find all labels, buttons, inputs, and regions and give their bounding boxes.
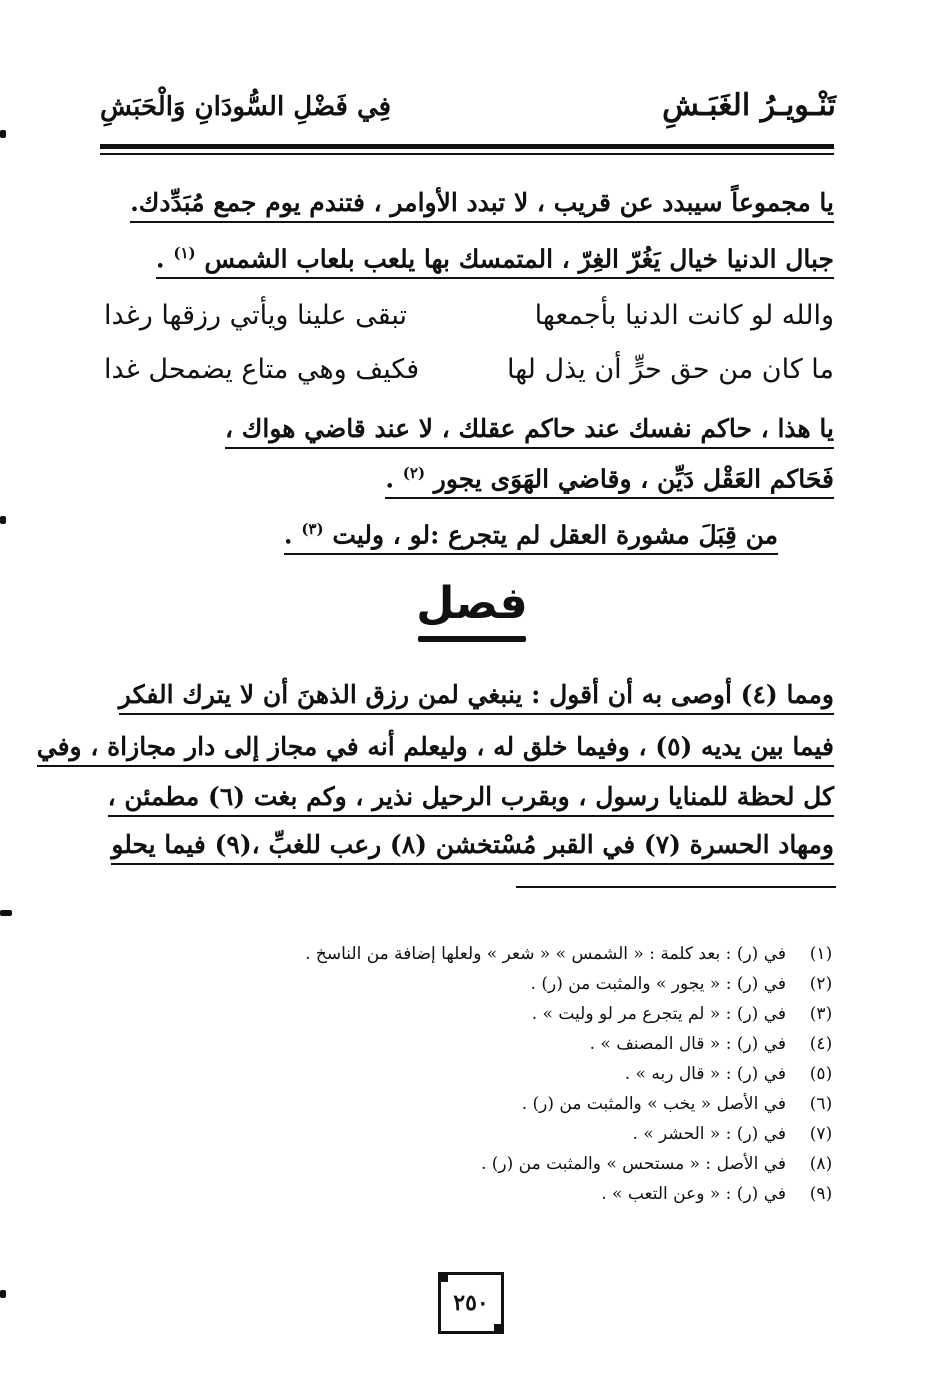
running-header	[100, 88, 836, 134]
line-end-mark: .	[155, 244, 165, 274]
text-line-6	[385, 464, 834, 499]
section-heading-underline	[418, 636, 526, 642]
book-subtitle: فِي فَضْلِ السُّودَانِ وَالْحَبَشِ	[100, 92, 392, 122]
footnote-number: (٨)	[809, 1154, 833, 1174]
scan-edge-mark	[0, 516, 6, 524]
footnote-text: في (ر) : بعد كلمة : « الشمس » « شعر » ولعلها إضافة من الناسخ .	[305, 944, 786, 964]
text-line-6-content: فَحَاكم العَقْل دَيِّن ، وقاضي الهَوَى يجور	[433, 464, 834, 494]
text-line-5	[225, 414, 834, 449]
scan-edge-mark	[0, 130, 6, 138]
footnote-number: (١)	[809, 944, 833, 964]
footnote-text: في (ر) : « الحشر » .	[632, 1124, 786, 1144]
footnote-number: (٩)	[809, 1184, 833, 1204]
footnote-ref-2: (٢)	[402, 464, 426, 482]
scan-edge-mark	[0, 910, 12, 916]
footnote-text: في الأصل : « مستحس » والمثبت من (ر) .	[480, 1154, 786, 1174]
footnote-number: (٤)	[809, 1034, 833, 1054]
paragraph-2-line-2-content: فيما بين يديه (٥) ، وفيما خلق له ، وليعلم أنه في مجاز إلى دار مجازاة ، وفي	[36, 732, 834, 761]
footnote-number: (٢)	[809, 974, 833, 994]
footnote-number: (٧)	[809, 1124, 833, 1144]
footnote-number: (٦)	[809, 1094, 833, 1114]
footnote-text: في (ر) : « قال ربه » .	[624, 1064, 786, 1084]
text-line-5-content: يا هذا ، حاكم نفسك عند حاكم عقلك ، لا عند قاضي هواك ،	[225, 414, 834, 443]
header-rule-thin	[100, 153, 834, 155]
footnote-text: في (ر) : « قال المصنف » .	[589, 1034, 786, 1054]
book-title: تَنْـويـرُ الغَبَـشِ	[662, 88, 836, 123]
paragraph-2-line-3-content: كل لحظة للمنايا رسول ، وبقرب الرحيل نذير ، وكم بغت (٦) مطمئن ،	[107, 782, 834, 811]
paragraph-2-line-4-content: ومهاد الحسرة (٧) في القبر مُسْتخشن (٨) رعب للغبِّ ،(٩) فيما يحلو	[111, 830, 834, 859]
text-line-1	[130, 188, 834, 223]
paragraph-2-line-1	[119, 680, 834, 715]
paragraph-2-line-2	[37, 732, 834, 767]
text-line-7	[284, 520, 778, 555]
footnote-text: في (ر) : « لم يتجرع مر لو وليت » .	[531, 1004, 786, 1024]
section-heading-text: فصل	[416, 578, 528, 629]
footnote-text: في (ر) : « يجور » والمثبت من (ر) .	[530, 974, 786, 994]
scan-edge-mark	[0, 1290, 6, 1298]
footnote-ref-1: (١)	[173, 244, 196, 262]
section-heading	[412, 578, 532, 644]
paragraph-2-line-1-content: ومما (٤) أوصى به أن أقول : ينبغي لمن رزق الذهنَ أن لا يترك الفكر	[118, 680, 834, 709]
header-rule-thick	[100, 144, 834, 149]
footnote-ref-3: (٣)	[301, 520, 324, 538]
page-number-box	[438, 1272, 504, 1334]
footnote-text: في (ر) : « وعن التعب » .	[601, 1184, 786, 1204]
page-number: ٢٥٠	[453, 1290, 489, 1316]
footnote-text: في الأصل « يخب » والمثبت من (ر) .	[521, 1094, 786, 1114]
line-end-mark: .	[283, 520, 293, 550]
verse-2-first-hemistich: ما كان من حق حرٍّ أن يذل لها	[506, 354, 834, 385]
verse-1-second-hemistich: تبقى علينا ويأتي رزقها رغدا	[104, 300, 408, 331]
verse-2-second-hemistich: فكيف وهي متاع يضمحل غدا	[104, 354, 420, 385]
line-end-mark: .	[385, 464, 395, 494]
text-line-2-content: جبال الدنيا خيال يَغُرّ الغِرّ ، المتمسك بها يلعب بلعاب الشمس	[204, 244, 834, 274]
text-line-7-content: من قِبَلَ مشورة العقل لم يتجرع :لو ، وليت	[332, 520, 778, 550]
text-line-2	[156, 244, 834, 279]
verse-1-first-hemistich: والله لو كانت الدنيا بأجمعها	[534, 300, 834, 331]
text-line-1-content: يا مجموعاً سيبدد عن قريب ، لا تبدد الأوامر ، فتندم يوم جمع مُبَدِّدك.	[130, 188, 834, 217]
paragraph-2-line-3	[108, 782, 834, 817]
footnote-number: (٣)	[809, 1004, 833, 1024]
footnote-separator	[516, 886, 836, 888]
footnote-number: (٥)	[809, 1064, 833, 1084]
paragraph-2-line-4	[111, 830, 834, 865]
